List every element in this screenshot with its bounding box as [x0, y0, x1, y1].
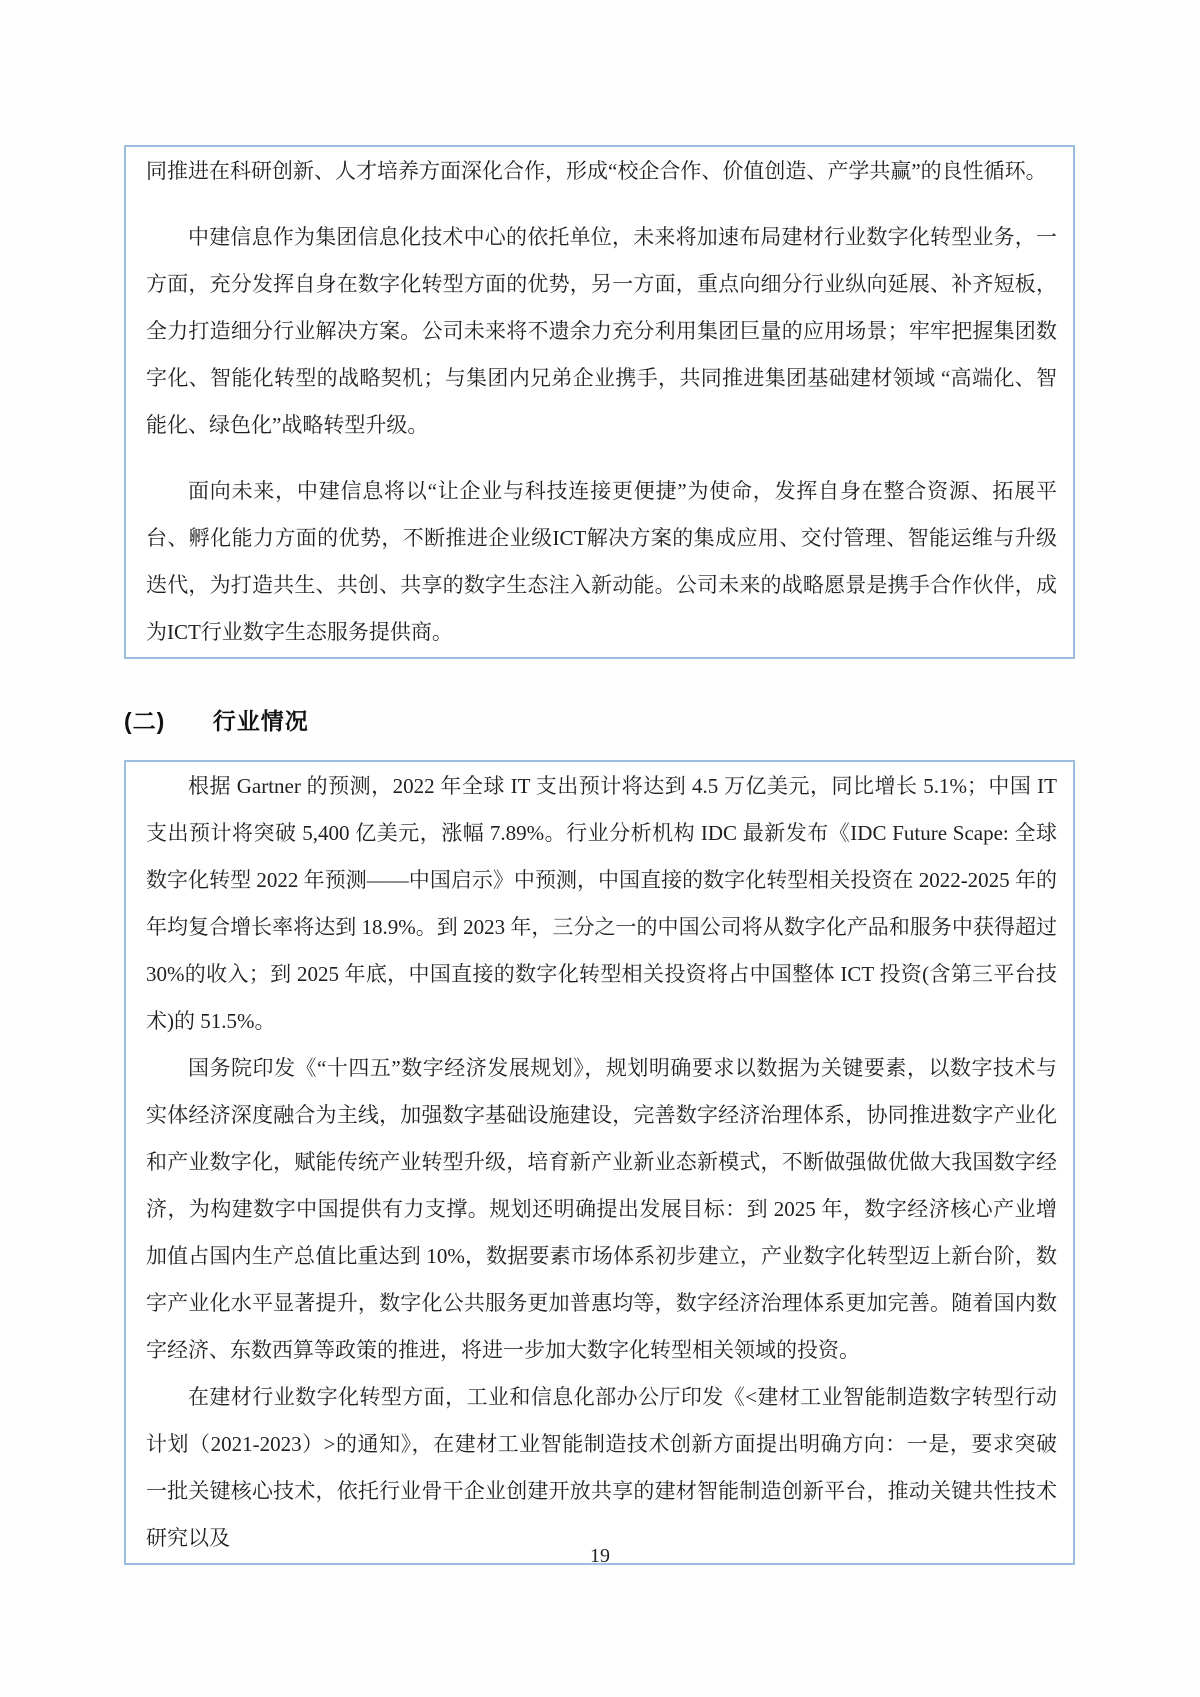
industry-overview-text-box [124, 760, 1075, 1565]
paragraph: 根据 Gartner 的预测，2022 年全球 IT 支出预计将达到 4.5 万亿美元，同比增长 5.1%；中国 IT 支出预计将突破 5,400 亿美元，涨幅 7.89%。行业分析机构 IDC 最新发布《IDC Future Scape: 全球数字化转型 2022 年预测——中国启示》中预测，中国直接的数字化转型相关投资在 2022-2025 年的年均复合增长率将达到 18.9%。到 2023 年，三分之一的中国公司将从数字化产品和服务中获得超过 30%的收入；到 2025 年底，中国直接的数字化转型相关投资将占中国整体 ICT 投资(含第三平台技术)的 51.5%。 [146, 774, 1057, 1033]
section-title: 行业情况 [212, 708, 309, 734]
page-number: 19 [590, 1545, 610, 1567]
paragraph: 国务院印发《“十四五”数字经济发展规划》，规划明确要求以数据为关键要素，以数字技术与实体经济深度融合为主线，加强数字基础设施建设，完善数字经济治理体系，协同推进数字产业化和产业数字化，赋能传统产业转型升级，培育新产业新业态新模式，不断做强做优做大我国数字经济，为构建数字中国提供有力支撑。规划还明确提出发展目标：到 2025 年，数字经济核心产业增加值占国内生产总值比重达到 10%，数据要素市场体系初步建立，产业数字化转型迈上新台阶，数字产业化水平显著提升，数字化公共服务更加普惠均等，数字经济治理体系更加完善。随着国内数字经济、东数西算等政策的推进，将进一步加大数字化转型相关领域的投资。 [146, 1056, 1057, 1362]
paragraph: 中建信息作为集团信息化技术中心的依托单位，未来将加速布局建材行业数字化转型业务，一方面，充分发挥自身在数字化转型方面的优势，另一方面，重点向细分行业纵向延展、补齐短板，全力打造细分行业解决方案。公司未来将不遗余力充分利用集团巨量的应用场景；牢牢把握集团数字化、智能化转型的战略契机；与集团内兄弟企业携手，共同推进集团基础建材领域 “高端化、智能化、绿色化”战略转型升级。 [146, 225, 1057, 437]
paragraph: 在建材行业数字化转型方面，工业和信息化部办公厅印发《<建材工业智能制造数字转型行动计划（2021-2023）>的通知》，在建材工业智能制造技术创新方面提出明确方向：一是，要求突破一批关键核心技术，依托行业骨干企业创建开放共享的建材智能制造创新平台，推动关键共性技术研究以及 [146, 1385, 1057, 1550]
paragraph: 面向未来，中建信息将以“让企业与科技连接更便捷”为使命，发挥自身在整合资源、拓展平台、孵化能力方面的优势，不断推进企业级ICT解决方案的集成应用、交付管理、智能运维与升级迭代，为打造共生、共创、共享的数字生态注入新动能。公司未来的战略愿景是携手合作伙伴，成为ICT行业数字生态服务提供商。 [146, 479, 1057, 644]
section-number: (二) [124, 708, 166, 734]
paragraph: 同推进在科研创新、人才培养方面深化合作，形成“校企合作、价值创造、产学共赢”的良性循环。 [146, 159, 1047, 183]
company-strategy-text-box [124, 145, 1075, 659]
section-heading [124, 703, 309, 736]
